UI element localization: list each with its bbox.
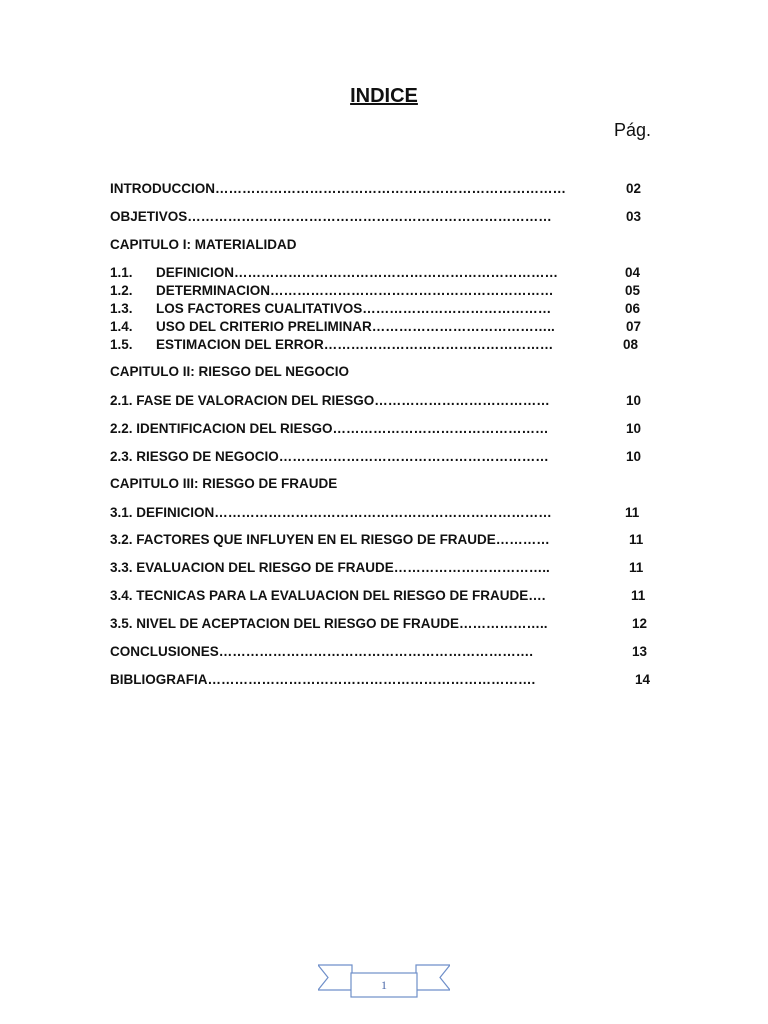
toc-page-number: 12 xyxy=(632,616,648,631)
toc-page-number: 08 xyxy=(623,337,639,352)
toc-entry-number: 1.1. xyxy=(110,265,133,280)
toc-subentry xyxy=(110,319,555,334)
toc-page-number: 11 xyxy=(629,532,644,547)
toc-entry-text: USO DEL CRITERIO PRELIMINAR………………………………….. xyxy=(156,319,555,334)
toc-entry-text: INTRODUCCION…………………………………………………………………… xyxy=(110,181,566,196)
page-number-ribbon xyxy=(318,962,450,1002)
toc-entry-text: 3.5. NIVEL DE ACEPTACION DEL RIESGO DE FRAUDE……………….. xyxy=(110,616,548,631)
toc-subentry xyxy=(110,301,551,316)
toc-entry-number: 1.2. xyxy=(110,283,133,298)
toc-page-number: 05 xyxy=(625,283,641,298)
ribbon-left-tail xyxy=(318,965,352,990)
toc-entry-text: CAPITULO II: RIESGO DEL NEGOCIO xyxy=(110,364,350,379)
chapter-heading xyxy=(110,476,337,491)
toc-page-number: 03 xyxy=(626,209,642,224)
toc-subentry xyxy=(110,265,558,280)
toc-entry-text: CAPITULO III: RIESGO DE FRAUDE xyxy=(110,476,338,491)
toc-entry-text: 2.3. RIESGO DE NEGOCIO…………………………………………………… xyxy=(110,449,549,464)
toc-page-number: 11 xyxy=(629,560,644,575)
toc-entry xyxy=(110,532,550,547)
toc-page-number: 13 xyxy=(632,644,648,659)
toc-entry xyxy=(110,588,546,603)
toc-entry-text: OBJETIVOS……………………………………………………………………… xyxy=(110,209,552,224)
toc-page-number: 10 xyxy=(626,421,642,436)
toc-entry-text: 3.4. TECNICAS PARA LA EVALUACION DEL RIESGO DE FRAUDE…. xyxy=(110,588,546,603)
toc-entry-text: 2.2. IDENTIFICACION DEL RIESGO………………………………………… xyxy=(110,421,549,436)
toc-page-number: 10 xyxy=(626,449,642,464)
toc-entry-text: CONCLUSIONES……………………………………………………………. xyxy=(110,644,534,659)
toc-entry-text: 3.2. FACTORES QUE INFLUYEN EN EL RIESGO DE FRAUDE………… xyxy=(110,532,550,547)
toc-entry xyxy=(110,181,566,196)
toc-page-number: 04 xyxy=(625,265,641,280)
toc-entry-text: ESTIMACION DEL ERROR…………………………………………… xyxy=(156,337,554,352)
toc-page-number: 07 xyxy=(626,319,642,334)
toc-entry-number: 1.4. xyxy=(110,319,133,334)
toc-entry xyxy=(110,616,548,631)
toc-entry-text: DEFINICION……………………………………………………………… xyxy=(156,265,559,280)
page-column-label: Pág. xyxy=(614,120,652,140)
toc-entry-text: CAPITULO I: MATERIALIDAD xyxy=(110,237,297,252)
ribbon-right-tail xyxy=(416,965,450,990)
toc-entry xyxy=(110,393,550,408)
toc-entry xyxy=(110,505,552,520)
toc-entry-text: BIBLIOGRAFIA………………………………………………………………. xyxy=(110,672,536,687)
toc-entry xyxy=(110,209,552,224)
toc-entry-text: 3.3. EVALUACION DEL RIESGO DE FRAUDE…………………………….. xyxy=(110,560,550,575)
toc-entry xyxy=(110,449,549,464)
toc-entry xyxy=(110,560,550,575)
toc-page-number: 11 xyxy=(625,505,640,520)
toc-entry-text: 2.1. FASE DE VALORACION DEL RIESGO………………………………… xyxy=(110,393,550,408)
toc-subentry xyxy=(110,283,554,298)
toc-entry-text: 3.1. DEFINICION………………………………………………………………… xyxy=(110,505,552,520)
toc-entry-number: 1.3. xyxy=(110,301,133,316)
chapter-heading xyxy=(110,364,349,379)
toc-entry xyxy=(110,672,535,687)
toc-entry-number: 1.5. xyxy=(110,337,133,352)
chapter-heading xyxy=(110,237,296,252)
toc-entry xyxy=(110,421,549,436)
toc-page-number: 14 xyxy=(635,672,651,687)
toc-page-number: 10 xyxy=(626,393,642,408)
toc-page-number: 06 xyxy=(625,301,641,316)
toc-page-number: 11 xyxy=(631,588,646,603)
toc-entry-text: DETERMINACION……………………………………………………… xyxy=(156,283,554,298)
footer-page-number: 1 xyxy=(381,978,387,992)
document-title: INDICE xyxy=(350,85,418,107)
toc-page-number: 02 xyxy=(626,181,642,196)
toc-entry-text: LOS FACTORES CUALITATIVOS…………………………………… xyxy=(156,301,552,316)
toc-entry xyxy=(110,644,533,659)
toc-subentry xyxy=(110,337,553,352)
